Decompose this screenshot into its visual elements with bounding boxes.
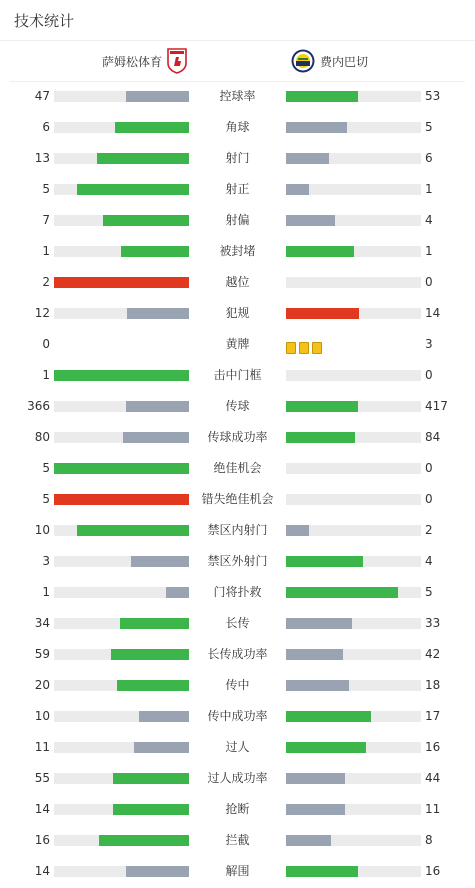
home-stat-value: 366 — [27, 399, 50, 413]
stat-row — [0, 112, 475, 143]
away-stat-value: 0 — [425, 492, 433, 506]
away-stat-value: 84 — [425, 430, 441, 444]
stat-label: 禁区外射门 — [207, 554, 268, 568]
stat-label: 过人 — [225, 740, 250, 754]
home-stat-value: 13 — [34, 151, 50, 165]
home-stat-bar — [54, 370, 189, 381]
stat-label: 禁区内射门 — [207, 523, 268, 537]
away-team-name[interactable]: 费内巴切 — [320, 55, 369, 69]
stat-label: 黄牌 — [225, 337, 250, 351]
stat-row — [0, 763, 475, 794]
away-stat-bar-fill — [286, 866, 358, 877]
home-stat-value: 14 — [34, 802, 50, 816]
home-stat-bar-fill — [77, 184, 189, 195]
home-stat-bar-fill — [54, 494, 189, 505]
stat-label: 控球率 — [219, 89, 256, 103]
stat-label: 门将扑救 — [213, 585, 262, 599]
away-stat-value: 1 — [425, 182, 433, 196]
yellow-card-icon — [299, 342, 309, 354]
home-stat-bar-fill — [99, 835, 189, 846]
home-stat-value: 34 — [34, 616, 50, 630]
stat-row — [0, 236, 475, 267]
away-stat-bar — [286, 432, 421, 443]
away-stat-bar — [286, 587, 421, 598]
home-stat-bar — [54, 711, 189, 722]
stat-row — [0, 453, 475, 484]
home-stat-bar — [54, 680, 189, 691]
away-stat-bar — [286, 246, 421, 257]
home-stat-bar-fill — [113, 804, 189, 815]
away-stat-bar-fill — [286, 122, 347, 133]
stat-label: 传中成功率 — [207, 709, 268, 723]
away-stat-value: 16 — [425, 864, 441, 878]
away-stat-bar-fill — [286, 618, 352, 629]
away-stat-bar — [286, 618, 421, 629]
away-stat-bar — [286, 215, 421, 226]
home-stat-bar-fill — [134, 742, 189, 753]
home-stat-bar — [54, 587, 189, 598]
away-stat-bar — [286, 556, 421, 567]
away-stat-bar — [286, 494, 421, 505]
away-stat-bar-fill — [286, 401, 358, 412]
home-stat-bar — [54, 432, 189, 443]
home-stat-value: 59 — [34, 647, 50, 661]
home-stat-bar — [54, 153, 189, 164]
away-stat-bar — [286, 184, 421, 195]
home-stat-bar — [54, 773, 189, 784]
home-stat-value: 5 — [42, 492, 50, 506]
away-stat-value: 14 — [425, 306, 441, 320]
away-stat-bar-fill — [286, 680, 349, 691]
home-stat-bar — [54, 835, 189, 846]
home-stat-bar-fill — [54, 463, 189, 474]
stat-label: 传中 — [225, 678, 250, 692]
away-stat-value: 53 — [425, 89, 441, 103]
away-stat-value: 0 — [425, 275, 433, 289]
away-stat-bar — [286, 773, 421, 784]
stat-label: 过人成功率 — [207, 771, 268, 785]
stat-label: 被封堵 — [219, 244, 256, 258]
stat-label: 拦截 — [225, 833, 250, 847]
home-stat-value: 10 — [34, 523, 50, 537]
home-stat-bar — [54, 91, 189, 102]
home-stat-value: 16 — [34, 833, 50, 847]
home-stat-bar — [54, 122, 189, 133]
home-stat-bar-fill — [103, 215, 189, 226]
home-stat-value: 6 — [42, 120, 50, 134]
home-stat-bar-fill — [126, 401, 189, 412]
home-stat-bar-fill — [54, 277, 189, 288]
away-stat-value: 18 — [425, 678, 441, 692]
stat-row — [0, 81, 475, 112]
away-stat-value: 11 — [425, 802, 441, 816]
stat-row — [0, 732, 475, 763]
home-stat-value: 1 — [42, 585, 50, 599]
home-stat-value: 11 — [34, 740, 50, 754]
stat-row — [0, 639, 475, 670]
away-stat-bar-fill — [286, 804, 345, 815]
away-stat-bar-fill — [286, 184, 309, 195]
away-stat-value: 4 — [425, 554, 433, 568]
away-stat-bar — [286, 711, 421, 722]
home-stat-value: 2 — [42, 275, 50, 289]
away-stat-value: 5 — [425, 585, 433, 599]
stat-row — [0, 608, 475, 639]
home-stat-bar — [54, 866, 189, 877]
away-stat-value: 1 — [425, 244, 433, 258]
away-stat-bar — [286, 680, 421, 691]
stat-row — [0, 391, 475, 422]
home-stat-bar — [54, 401, 189, 412]
home-stat-value: 80 — [34, 430, 50, 444]
home-team-name[interactable]: 萨姆松体育 — [101, 55, 162, 69]
yellow-card-icon — [312, 342, 322, 354]
away-stat-bar — [286, 91, 421, 102]
away-stat-value: 17 — [425, 709, 441, 723]
stat-row — [0, 794, 475, 825]
away-stat-bar-fill — [286, 153, 329, 164]
home-stat-bar — [54, 184, 189, 195]
home-stat-bar-fill — [117, 680, 189, 691]
home-stat-value: 10 — [34, 709, 50, 723]
stat-row — [0, 515, 475, 546]
home-stat-bar-fill — [97, 153, 189, 164]
stat-row — [0, 701, 475, 732]
stat-row — [0, 360, 475, 391]
home-stat-value: 55 — [34, 771, 50, 785]
away-stat-value: 44 — [425, 771, 441, 785]
home-stat-bar-fill — [123, 432, 189, 443]
stat-label: 长传 — [225, 616, 250, 630]
away-stat-value: 8 — [425, 833, 433, 847]
home-stat-value: 5 — [42, 182, 50, 196]
page-title: 技术统计 — [14, 12, 75, 30]
home-stat-value: 14 — [34, 864, 50, 878]
stat-row — [0, 298, 475, 329]
stat-label: 射偏 — [225, 213, 250, 227]
stat-row — [0, 174, 475, 205]
away-stat-value: 42 — [425, 647, 441, 661]
away-stat-bar — [286, 866, 421, 877]
stat-label: 击中门框 — [213, 368, 262, 382]
stat-row — [0, 825, 475, 856]
home-stat-bar — [54, 618, 189, 629]
away-stat-bar — [286, 835, 421, 846]
away-stat-bar-fill — [286, 215, 335, 226]
away-stat-bar-fill — [286, 556, 363, 567]
away-stat-bar-fill — [286, 308, 359, 319]
stat-label: 射正 — [225, 182, 250, 196]
away-stat-value: 0 — [425, 461, 433, 475]
stat-label: 绝佳机会 — [213, 461, 262, 475]
home-stat-bar — [54, 649, 189, 660]
home-stat-value: 3 — [42, 554, 50, 568]
away-team-logo-icon[interactable] — [291, 49, 315, 73]
away-stat-bar — [286, 308, 421, 319]
away-stat-bar — [286, 401, 421, 412]
home-stat-value: 47 — [34, 89, 50, 103]
home-stat-bar — [54, 215, 189, 226]
home-stat-bar-fill — [131, 556, 189, 567]
stat-label: 传球 — [225, 399, 250, 413]
home-stat-bar-fill — [54, 370, 189, 381]
away-stat-bar-fill — [286, 649, 343, 660]
away-stat-bar-fill — [286, 711, 371, 722]
home-stat-bar-fill — [139, 711, 189, 722]
home-stat-value: 20 — [34, 678, 50, 692]
home-stat-bar-fill — [126, 91, 189, 102]
away-stat-bar — [286, 649, 421, 660]
home-stat-bar-fill — [120, 618, 189, 629]
stat-row — [0, 143, 475, 174]
stat-row — [0, 484, 475, 515]
stat-label: 越位 — [225, 275, 250, 289]
stat-label: 抢断 — [225, 802, 250, 816]
away-stat-value: 4 — [425, 213, 433, 227]
home-stat-bar-fill — [127, 308, 189, 319]
home-stat-value: 0 — [42, 337, 50, 351]
stat-label: 长传成功率 — [207, 647, 268, 661]
away-stat-bar-fill — [286, 587, 398, 598]
away-stat-bar — [286, 122, 421, 133]
home-stat-bar — [54, 525, 189, 536]
stat-label: 角球 — [225, 120, 250, 134]
stat-row — [0, 546, 475, 577]
away-stat-bar-fill — [286, 432, 355, 443]
home-stat-bar-fill — [111, 649, 189, 660]
away-stat-bar-fill — [286, 742, 366, 753]
stat-row — [0, 205, 475, 236]
home-stat-value: 5 — [42, 461, 50, 475]
stats-header — [0, 0, 475, 41]
away-stat-bar — [286, 370, 421, 381]
stat-label: 解围 — [225, 864, 250, 878]
away-stat-bar-fill — [286, 246, 354, 257]
home-stat-bar — [54, 742, 189, 753]
stat-label: 射门 — [225, 151, 250, 165]
away-stat-bar-fill — [286, 773, 345, 784]
home-stat-bar — [54, 463, 189, 474]
stat-row — [0, 267, 475, 298]
stat-row — [0, 856, 475, 887]
away-stat-bar — [286, 742, 421, 753]
home-stat-bar — [54, 308, 189, 319]
away-stat-value: 6 — [425, 151, 433, 165]
away-stat-value: 16 — [425, 740, 441, 754]
away-stat-value: 5 — [425, 120, 433, 134]
stat-label: 传球成功率 — [207, 430, 268, 444]
away-stat-bar — [286, 277, 421, 288]
stat-row — [0, 329, 475, 360]
away-stat-bar-fill — [286, 525, 309, 536]
yellow-card-icon — [286, 342, 296, 354]
home-stat-bar-fill — [166, 587, 189, 598]
away-stat-bar — [286, 804, 421, 815]
away-stat-value: 33 — [425, 616, 441, 630]
home-stat-bar-fill — [115, 122, 189, 133]
home-team-logo-icon[interactable] — [167, 48, 187, 74]
teams-bar — [10, 41, 465, 82]
away-stat-bar — [286, 463, 421, 474]
away-stat-value: 3 — [425, 337, 433, 351]
away-stat-bar-fill — [286, 91, 358, 102]
home-stat-value: 1 — [42, 368, 50, 382]
home-stat-bar-fill — [121, 246, 189, 257]
home-stat-bar — [54, 804, 189, 815]
away-stat-value: 2 — [425, 523, 433, 537]
away-stat-bar-fill — [286, 835, 331, 846]
stat-label: 错失绝佳机会 — [201, 492, 274, 506]
home-stat-value: 12 — [34, 306, 50, 320]
home-stat-bar-fill — [126, 866, 189, 877]
stat-label: 犯规 — [225, 306, 250, 320]
away-stat-value: 417 — [425, 399, 448, 413]
stat-row — [0, 670, 475, 701]
home-stat-bar — [54, 494, 189, 505]
stat-row — [0, 577, 475, 608]
away-stat-bar — [286, 153, 421, 164]
home-stat-bar-fill — [113, 773, 189, 784]
home-stat-bar — [54, 556, 189, 567]
home-stat-bar — [54, 246, 189, 257]
home-stat-value: 7 — [42, 213, 50, 227]
home-stat-bar — [54, 277, 189, 288]
away-stat-value: 0 — [425, 368, 433, 382]
away-stat-bar — [286, 525, 421, 536]
yellow-cards — [286, 339, 325, 351]
home-stat-bar-fill — [77, 525, 189, 536]
home-stat-value: 1 — [42, 244, 50, 258]
stat-row — [0, 422, 475, 453]
